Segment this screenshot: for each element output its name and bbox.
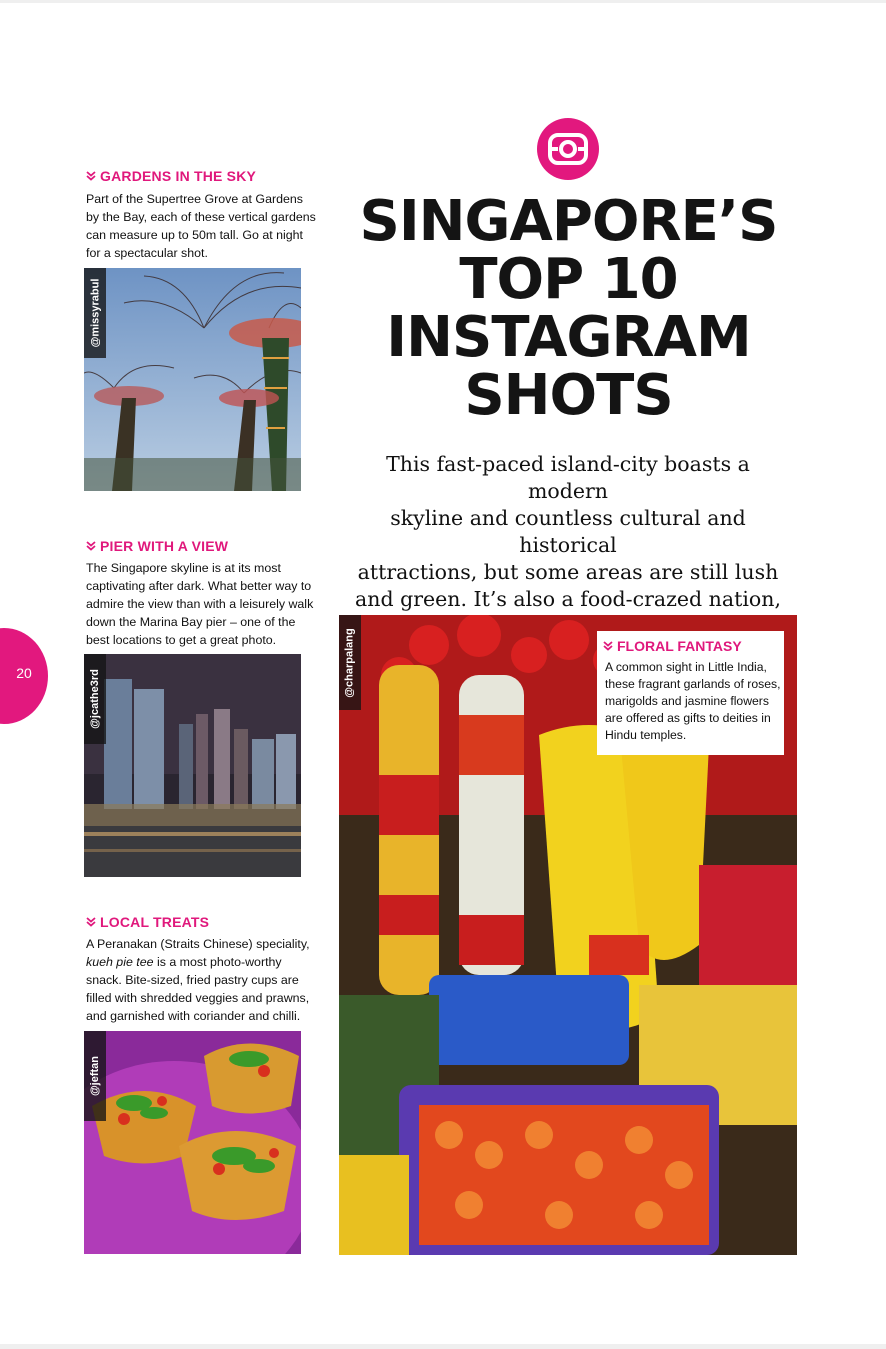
double-chevron-down-icon xyxy=(603,641,613,651)
photo-credit: @charpalang xyxy=(339,615,361,710)
photo-credit: @jcathe3rd xyxy=(84,654,106,744)
page-title: SINGAPORE’S TOP 10 INSTAGRAM SHOTS xyxy=(359,189,778,428)
double-chevron-down-icon xyxy=(86,541,96,551)
marina-bay-image xyxy=(84,654,301,877)
section-heading-text: LOCAL TREATS xyxy=(100,914,210,930)
floral-fantasy-caption xyxy=(597,631,784,755)
double-chevron-down-icon xyxy=(86,917,96,927)
section-heading-text: PIER WITH A VIEW xyxy=(100,538,229,554)
double-chevron-down-icon xyxy=(86,171,96,181)
section-body-floral: A common sight in Little India, these fragrant garlands of roses, marigolds and jasmine flowers are offered as gifts to deities in Hindu temples. xyxy=(605,660,781,742)
supertrees-image xyxy=(84,268,301,491)
photo-credit: @jeftan xyxy=(84,1031,106,1121)
photo-kueh-pie-tee xyxy=(84,1031,301,1254)
section-heading-treats xyxy=(86,914,209,930)
magazine-page xyxy=(0,3,886,1344)
section-body-treats: A Peranakan (Straits Chinese) speciality, kueh pie tee is a most photo-worthy snack. Bite-sized, fried pastry cups are filled with shredded veggies and prawns, and garnished with coriander and chilli. xyxy=(86,937,310,1023)
section-body-pier: The Singapore skyline is at its most captivating after dark. What better way to admire the view than with a leisurely walk down the Marina Bay pier – one of the best locations to get a great photo. xyxy=(86,561,314,647)
instagram-camera-icon xyxy=(537,118,599,180)
page-number: 20 xyxy=(16,665,32,681)
photo-marina-bay xyxy=(84,654,301,877)
kueh-pie-tee-image xyxy=(84,1031,301,1254)
section-heading-gardens xyxy=(86,168,256,184)
section-heading-text: GARDENS IN THE SKY xyxy=(100,168,257,184)
section-body-gardens: Part of the Supertree Grove at Gardens by the Bay, each of these vertical gardens can measure up to 50m tall. Go at night for a spectacular shot. xyxy=(86,192,316,260)
photo-supertrees xyxy=(84,268,301,491)
section-heading-text: FLORAL FANTASY xyxy=(617,638,742,654)
section-heading-pier xyxy=(86,538,228,554)
intro-paragraph: This fast-paced island-city boasts a modern skyline and countless cultural and historical attractions, but some areas are still lush and green. It’s also a food-crazed nation, xyxy=(355,452,781,611)
section-heading-floral xyxy=(603,638,742,654)
photo-credit: @missyrabul xyxy=(84,268,106,358)
